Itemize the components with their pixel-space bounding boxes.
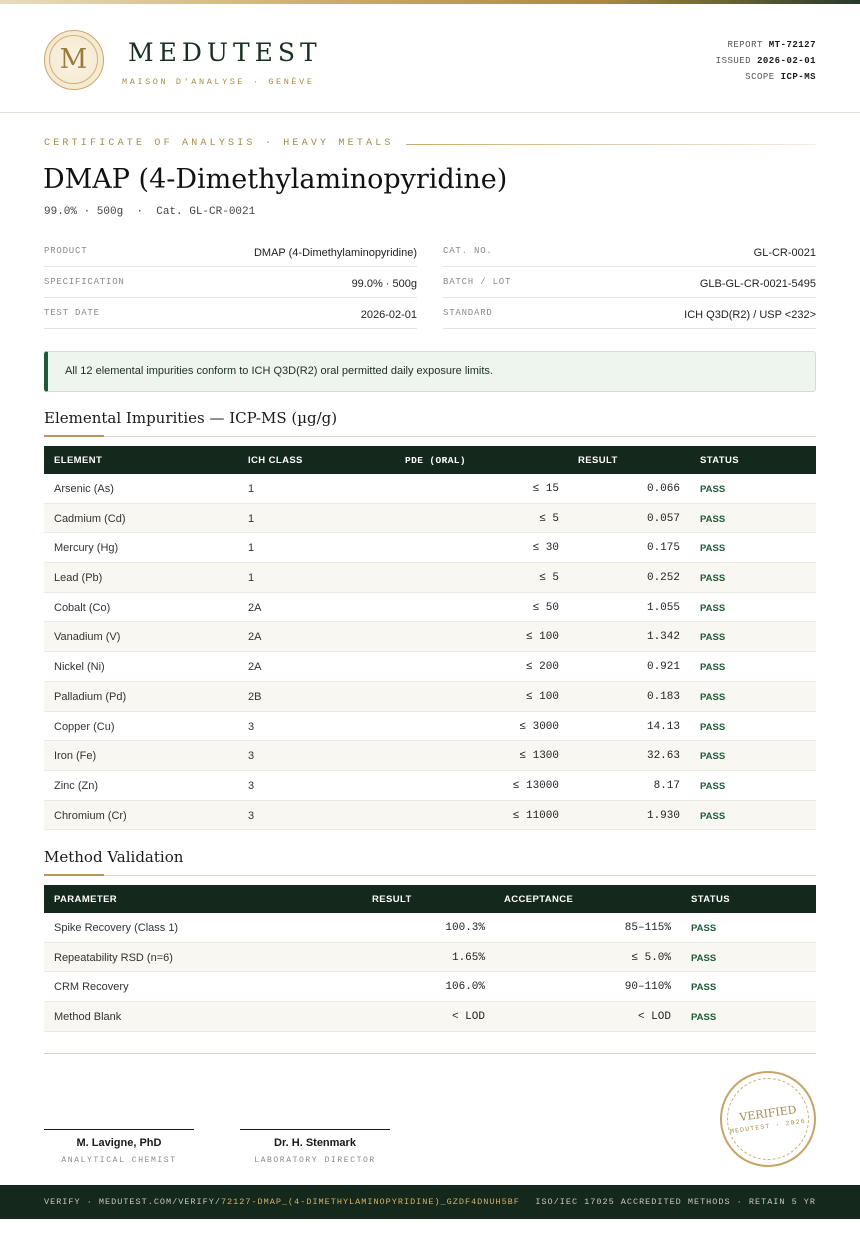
- ich-class: 1: [248, 572, 255, 585]
- table-row: [44, 652, 816, 682]
- brand-name: MEDUTEST: [128, 38, 322, 67]
- pde-limit: ≤ 50: [532, 601, 559, 614]
- table-row: [44, 593, 816, 623]
- status-badge: PASS: [700, 780, 726, 792]
- status-badge: PASS: [691, 923, 717, 934]
- info-grid-right: [443, 236, 816, 329]
- element-name: Mercury (Hg): [54, 542, 119, 555]
- ich-class: 2A: [248, 661, 262, 674]
- status-badge: PASS: [700, 484, 726, 495]
- ich-class: 3: [248, 750, 255, 763]
- status-badge: PASS: [700, 691, 726, 703]
- ich-class: 3: [248, 720, 255, 733]
- signature-name-chemist: M. Lavigne, PhD: [76, 1137, 162, 1149]
- status-badge: PASS: [691, 1012, 717, 1024]
- pde-limit: ≤ 5: [539, 572, 559, 585]
- page-subtitle: 99.0% · 500g · Cat. GL-CR-0021: [44, 206, 256, 218]
- pde-limit: ≤ 100: [525, 631, 559, 644]
- report-number: MT-72127: [768, 40, 816, 50]
- element-name: Chromium (Cr): [54, 809, 127, 822]
- ich-class: 1: [248, 483, 255, 495]
- pde-limit: ≤ 200: [525, 661, 559, 674]
- table-row: [44, 712, 816, 742]
- table-row: [44, 563, 816, 593]
- ich-class: 2B: [248, 690, 262, 703]
- element-name: Cadmium (Cd): [54, 512, 126, 525]
- element-name: Lead (Pb): [54, 572, 103, 585]
- ich-class: 1: [248, 542, 255, 555]
- impurities-table-header: ELEMENT ICH CLASS PDE (ORAL) RESULT STATUS: [44, 446, 816, 474]
- table-row: [44, 504, 816, 534]
- result-value: 1.055: [646, 601, 680, 614]
- parameter-name: Repeatability RSD (n=6): [54, 951, 173, 964]
- status-badge: PASS: [700, 721, 726, 733]
- table-row: [44, 972, 816, 1002]
- result-value: 0.921: [646, 661, 680, 674]
- element-name: Iron (Fe): [54, 750, 97, 763]
- footer-accreditation: ISO/IEC 17025 ACCREDITED METHODS · RETAIN 5 YR: [535, 1197, 816, 1207]
- status-badge: PASS: [700, 632, 726, 644]
- ich-class: 1: [248, 512, 255, 525]
- status-badge: PASS: [700, 543, 726, 555]
- verify-code: 72127-DMAP_(4-DIMETHYLAMINOPYRIDINE)_GZDF4DNUH5BF: [220, 1197, 520, 1207]
- status-badge: PASS: [691, 982, 717, 994]
- pde-limit: ≤ 11000: [512, 809, 559, 822]
- result-value: 0.183: [646, 690, 680, 703]
- element-name: Nickel (Ni): [54, 661, 105, 674]
- info-grid-left: [44, 236, 417, 329]
- element-name: Vanadium (V): [54, 631, 121, 644]
- issued-date: 2026-02-01: [756, 56, 816, 66]
- parameter-name: Spike Recovery (Class 1): [54, 922, 179, 934]
- element-name: Zinc (Zn): [54, 779, 98, 792]
- status-badge: PASS: [700, 513, 726, 525]
- impurities-section-title: Elemental Impurities — ICP-MS (µg/g): [44, 409, 338, 427]
- result-value: 0.066: [646, 483, 680, 495]
- brand-logo: [44, 30, 104, 90]
- impurities-table-body: [44, 474, 816, 830]
- acceptance-criteria: 90–110%: [624, 981, 671, 994]
- eyebrow-rule: [406, 144, 816, 145]
- table-row: [44, 622, 816, 652]
- status-badge: PASS: [700, 573, 726, 585]
- ich-class: 2A: [248, 631, 262, 644]
- verified-seal: VERIFIED MEDUTEST · 2026: [720, 1071, 816, 1167]
- acceptance-criteria: < LOD: [637, 1011, 671, 1024]
- result-value: 14.13: [646, 720, 680, 733]
- validation-table-header: PARAMETER RESULT ACCEPTANCE STATUS: [44, 885, 816, 913]
- info-row-standard: STANDARD ICH Q3D(R2) / USP <232>: [443, 298, 816, 329]
- brand-tagline: MAISON D'ANALYSE · GENÈVE: [122, 77, 315, 87]
- info-row-batch: BATCH / LOT GLB-GL-CR-0021-5495: [443, 267, 816, 298]
- result-value: 0.175: [646, 542, 680, 555]
- pde-limit: ≤ 100: [525, 690, 559, 703]
- result-value: 0.252: [646, 572, 680, 585]
- info-row-cat-no: CAT. NO. GL-CR-0021: [443, 236, 816, 267]
- logo-letter: M: [59, 44, 88, 75]
- pde-limit: ≤ 1300: [519, 750, 559, 763]
- pde-limit: ≤ 30: [532, 542, 559, 555]
- page-title: DMAP (4-Dimethylaminopyridine): [43, 164, 508, 195]
- notice-text: All 12 elemental impurities conform to ICH Q3D(R2) oral permitted daily exposure limits.: [65, 365, 493, 377]
- pde-limit: ≤ 3000: [519, 720, 559, 733]
- pde-limit: ≤ 13000: [512, 779, 559, 792]
- footer: [0, 1185, 860, 1219]
- parameter-name: CRM Recovery: [54, 981, 129, 994]
- status-badge: PASS: [700, 662, 726, 674]
- status-badge: PASS: [700, 810, 726, 822]
- table-row: [44, 913, 816, 943]
- result-value: 8.17: [653, 779, 680, 792]
- info-row-test-date: TEST DATE 2026-02-01: [44, 298, 417, 329]
- table-row: [44, 682, 816, 712]
- table-row: [44, 801, 816, 831]
- result-value: 1.342: [646, 631, 680, 644]
- acceptance-criteria: 85–115%: [624, 922, 671, 934]
- validation-table: [44, 885, 816, 1032]
- ich-class: 3: [248, 779, 255, 792]
- result-value: < LOD: [451, 1011, 485, 1024]
- table-row: [44, 943, 816, 973]
- ich-class: 3: [248, 809, 255, 822]
- element-name: Cobalt (Co): [54, 601, 111, 614]
- conformance-notice: [44, 351, 816, 392]
- result-value: 106.0%: [445, 981, 485, 994]
- document-eyebrow: CERTIFICATE OF ANALYSIS · HEAVY METALS: [44, 138, 394, 149]
- element-name: Arsenic (As): [54, 483, 114, 495]
- status-badge: PASS: [700, 751, 726, 763]
- table-row: [44, 741, 816, 771]
- acceptance-criteria: ≤ 5.0%: [631, 951, 671, 964]
- validation-section-title: Method Validation: [44, 848, 184, 866]
- parameter-name: Method Blank: [54, 1011, 122, 1024]
- table-row: [44, 474, 816, 504]
- ich-class: 2A: [248, 601, 262, 614]
- verify-link[interactable]: VERIFY · MEDUTEST.COM/VERIFY/72127-DMAP_(4-DIMETHYLAMINOPYRIDINE)_GZDF4DNUH5BF: [44, 1197, 520, 1207]
- header: [0, 4, 860, 113]
- pde-limit: ≤ 5: [539, 512, 559, 525]
- result-value: 100.3%: [445, 922, 485, 934]
- status-badge: PASS: [700, 602, 726, 614]
- element-name: Copper (Cu): [54, 720, 115, 733]
- info-row-specification: SPECIFICATION 99.0% · 500g: [44, 267, 417, 298]
- result-value: 0.057: [646, 512, 680, 525]
- table-row: [44, 533, 816, 563]
- impurities-table: [44, 446, 816, 830]
- pde-limit: ≤ 15: [532, 483, 559, 495]
- validation-table-body: [44, 913, 816, 1032]
- status-badge: PASS: [691, 952, 717, 964]
- result-value: 1.65%: [451, 951, 485, 964]
- table-row: [44, 1002, 816, 1032]
- report-meta: REPORT MT-72127 ISSUED 2026-02-01 SCOPE ICP-MS: [715, 40, 816, 82]
- scope-value: ICP-MS: [780, 72, 816, 82]
- result-value: 1.930: [646, 809, 680, 822]
- table-row: [44, 771, 816, 801]
- signature-divider: [44, 1053, 816, 1054]
- info-row-product: PRODUCT DMAP (4-Dimethylaminopyridine): [44, 236, 417, 267]
- signature-role-director: LABORATORY DIRECTOR: [254, 1156, 376, 1165]
- element-name: Palladium (Pd): [54, 690, 127, 703]
- signature-role-chemist: ANALYTICAL CHEMIST: [61, 1156, 177, 1165]
- signature-name-director: Dr. H. Stenmark: [274, 1137, 356, 1149]
- result-value: 32.63: [646, 750, 680, 763]
